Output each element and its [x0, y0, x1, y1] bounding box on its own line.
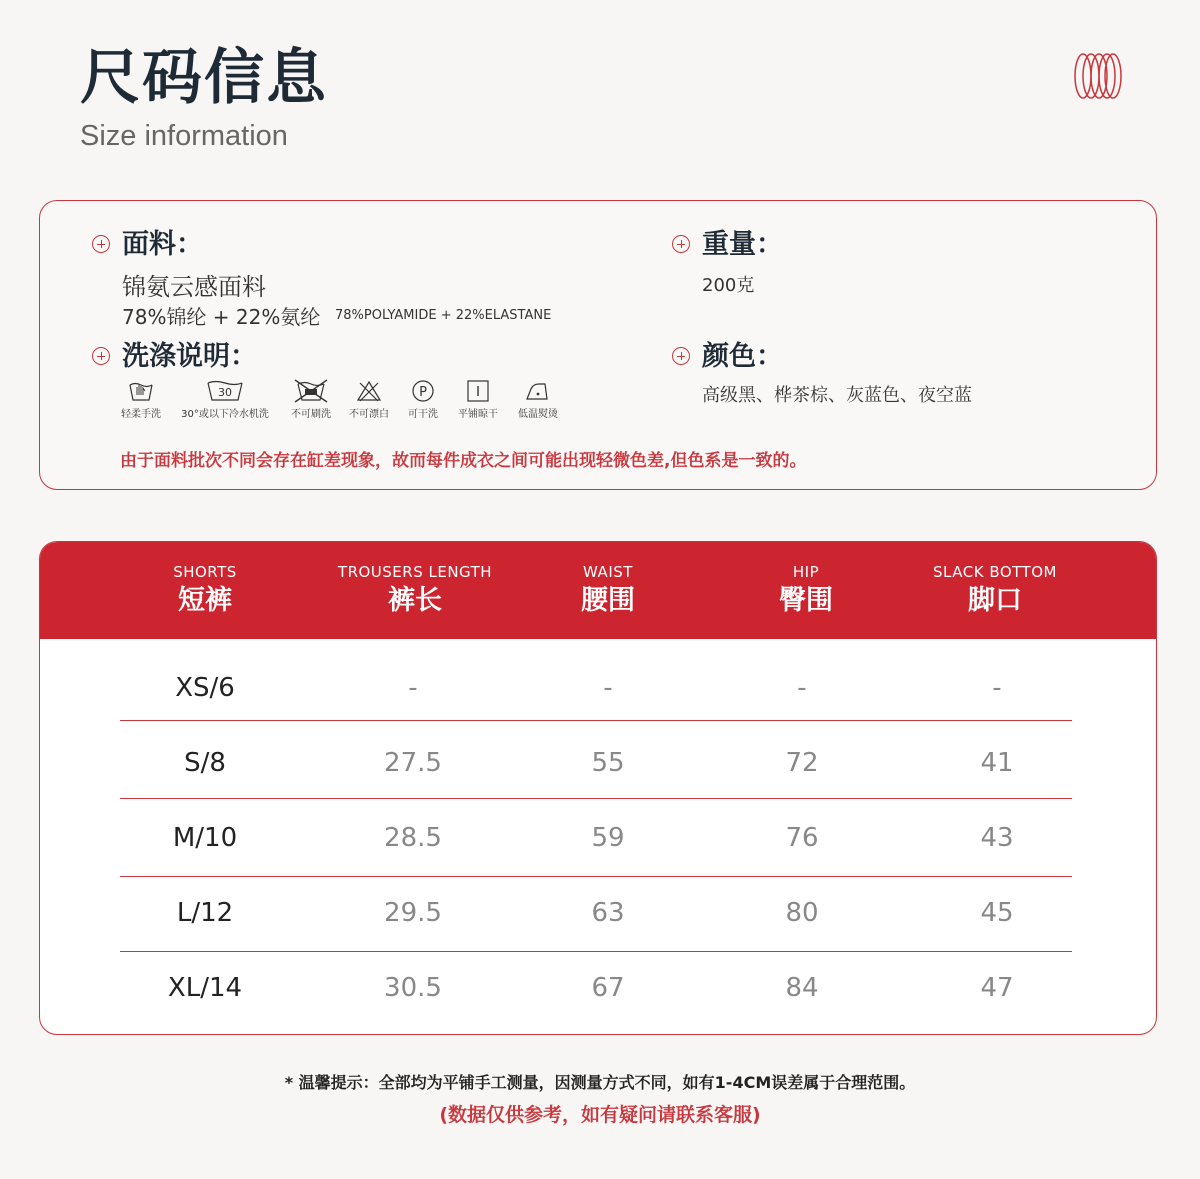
color-value: 高级黑、桦茶棕、灰蓝色、夜空蓝 — [702, 385, 972, 406]
column-header-cn: 腰围 — [581, 585, 635, 616]
plus-circle-icon — [672, 347, 690, 365]
table-cell-size: XL/14 — [167, 973, 243, 1003]
care-item-label: 低温熨烫 — [518, 409, 558, 420]
table-cell: 45 — [980, 898, 1014, 928]
table-cell-size: XS/6 — [175, 673, 235, 703]
color-label: 颜色： — [702, 341, 783, 372]
column-header-cn: 裤长 — [388, 585, 442, 616]
column-header-cn: 臀围 — [779, 585, 833, 616]
fabric-composition-en: 78%POLYAMIDE + 22%ELASTANE — [335, 308, 552, 323]
column-header-en: SHORTS — [173, 563, 237, 581]
care-item-label: 平铺晾干 — [458, 409, 498, 420]
column-header-slack-bottom — [875, 562, 1115, 618]
care-item-label: 可干洗 — [408, 409, 438, 420]
care-item-label: 30°或以下冷水机洗 — [181, 409, 269, 420]
table-cell-size: L/12 — [176, 898, 234, 928]
table-cell: - — [603, 673, 613, 703]
table-cell: 30.5 — [384, 973, 442, 1003]
fabric-label: 面料： — [122, 229, 203, 260]
care-item — [286, 379, 336, 420]
size-table — [39, 541, 1157, 1035]
care-item-label: 不可漂白 — [349, 409, 389, 420]
table-cell-size: S/8 — [184, 748, 226, 778]
care-item — [176, 379, 274, 420]
wash-temp: 30 — [218, 386, 232, 399]
care-item — [118, 379, 164, 420]
product-info-card — [39, 200, 1157, 490]
table-cell: 67 — [591, 973, 625, 1003]
table-cell: - — [408, 673, 418, 703]
no-bleach-icon — [355, 379, 383, 403]
weight-value: 200克 — [702, 275, 755, 296]
column-header-en: HIP — [792, 563, 820, 581]
size-table-header — [40, 542, 1156, 639]
column-header-cn: 短裤 — [178, 585, 232, 616]
table-cell: 47 — [980, 973, 1014, 1003]
row-divider — [120, 876, 1072, 877]
care-item — [346, 379, 392, 420]
page-title: 尺码信息 — [80, 43, 328, 113]
table-cell: 43 — [980, 823, 1014, 853]
table-cell: 41 — [980, 748, 1014, 778]
plus-circle-icon — [92, 347, 110, 365]
plus-circle-icon — [672, 235, 690, 253]
dry-clean-letter: P — [419, 385, 427, 400]
table-cell: 76 — [785, 823, 819, 853]
care-item — [510, 379, 566, 420]
table-cell: 55 — [591, 748, 625, 778]
table-cell: 28.5 — [384, 823, 442, 853]
table-cell: 84 — [785, 973, 819, 1003]
table-cell: 27.5 — [384, 748, 442, 778]
column-header-en: SLACK BOTTOM — [933, 563, 1057, 581]
table-cell: 80 — [785, 898, 819, 928]
column-header-en: TROUSERS LENGTH — [337, 563, 493, 581]
column-header-en: WAIST — [583, 563, 633, 581]
care-label: 洗涤说明： — [122, 341, 257, 372]
table-cell: 63 — [591, 898, 625, 928]
care-icons — [118, 379, 578, 429]
dry-clean-p-icon — [409, 379, 437, 403]
flat-dry-icon — [464, 379, 492, 403]
plus-circle-icon — [92, 235, 110, 253]
column-header-shorts — [85, 562, 325, 618]
care-item — [400, 379, 446, 420]
fabric-composition: 78%锦纶 + 22%氨纶 — [122, 305, 321, 329]
table-cell: 29.5 — [384, 898, 442, 928]
gentle-hand-wash-icon — [127, 379, 155, 403]
concentric-ellipses-logo-icon — [1072, 50, 1124, 102]
fabric-name: 锦氨云感面料 — [122, 273, 266, 301]
weight-label: 重量： — [702, 229, 783, 260]
reference-note: (数据仅供参考，如有疑问请联系客服) — [439, 1104, 761, 1126]
page-subtitle: Size information — [80, 120, 288, 152]
table-cell-size: M/10 — [172, 823, 238, 853]
care-item-label: 不可刷洗 — [291, 409, 331, 420]
row-divider — [120, 720, 1072, 721]
column-header-cn: 脚口 — [968, 585, 1022, 616]
care-item — [451, 379, 505, 420]
color-difference-note: 由于面料批次不同会存在缸差现象，故而每件成衣之间可能出现轻微色差,但色系是一致的。 — [120, 451, 807, 471]
table-cell: 72 — [785, 748, 819, 778]
care-item-label: 轻柔手洗 — [121, 409, 161, 420]
low-iron-icon — [523, 379, 553, 403]
row-divider — [120, 798, 1072, 799]
row-divider — [120, 951, 1072, 952]
measurement-tip: * 温馨提示：全部均为平铺手工测量，因测量方式不同，如有1-4CM误差属于合理范围。 — [284, 1073, 916, 1092]
no-brush-icon — [293, 379, 329, 403]
table-cell: - — [797, 673, 807, 703]
machine-wash-30-icon — [205, 379, 245, 403]
table-cell: 59 — [591, 823, 625, 853]
table-cell: - — [992, 673, 1002, 703]
